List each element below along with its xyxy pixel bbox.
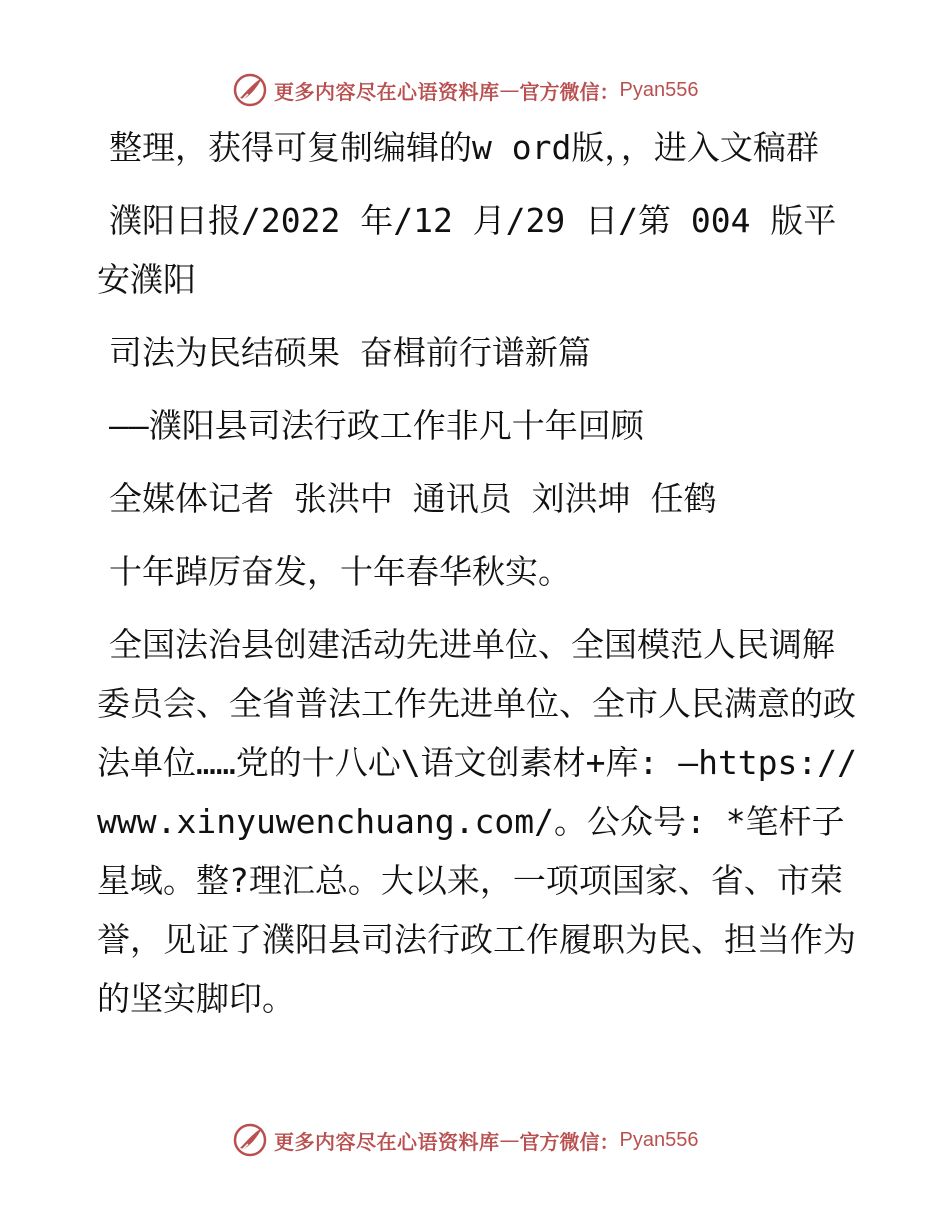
header-banner-separator: — <box>499 78 520 102</box>
header-banner <box>232 70 698 110</box>
paragraph-title: 司法为民结硕果 奋楫前行谱新篇 <box>109 333 591 372</box>
paragraph-lead: 十年踔厉奋发，十年春华秋实。 <box>109 552 571 591</box>
paragraph-body: 全国法治县创建活动先进单位、全国模范人民调解委员会、全省普法工作先进单位、全市人民满意的政法单位……党的十八心\语文创素材+库: —https://www.xinyuwenchuang.com/。公众号: *笔杆子星域。整?理汇总。大以来，一项项国家、省、市荣誉，见证了濮阳县司法行政工作履职为民、担当作为的坚实脚印。 <box>97 625 858 1018</box>
paragraph-source: 濮阳日报/2022 年/12 月/29 日/第 004 版平安濮阳 <box>97 201 837 299</box>
footer-wechat-id: Pyan556 <box>619 1128 699 1151</box>
header-banner-text: 更多内容尽在心语资料库 <box>274 79 500 104</box>
quill-logo-icon <box>232 72 268 108</box>
footer-banner <box>232 1120 698 1160</box>
quill-logo-icon <box>232 1122 268 1158</box>
footer-banner-separator: — <box>499 1128 520 1152</box>
footer-banner-text: 更多内容尽在心语资料库 <box>274 1129 500 1154</box>
paragraph-intro: 整理，获得可复制编辑的w ord版，，进入文稿群 <box>109 128 819 167</box>
paragraph-byline: 全媒体记者 张洪中 通讯员 刘洪坤 任鹤 <box>109 479 717 518</box>
footer-wechat-label: 官方微信： <box>519 1129 620 1154</box>
paragraph-subtitle: ——濮阳县司法行政工作非凡十年回顾 <box>109 406 644 445</box>
header-wechat-id: Pyan556 <box>619 78 699 101</box>
header-wechat-label: 官方微信： <box>519 79 620 104</box>
document-body <box>97 118 857 1042</box>
